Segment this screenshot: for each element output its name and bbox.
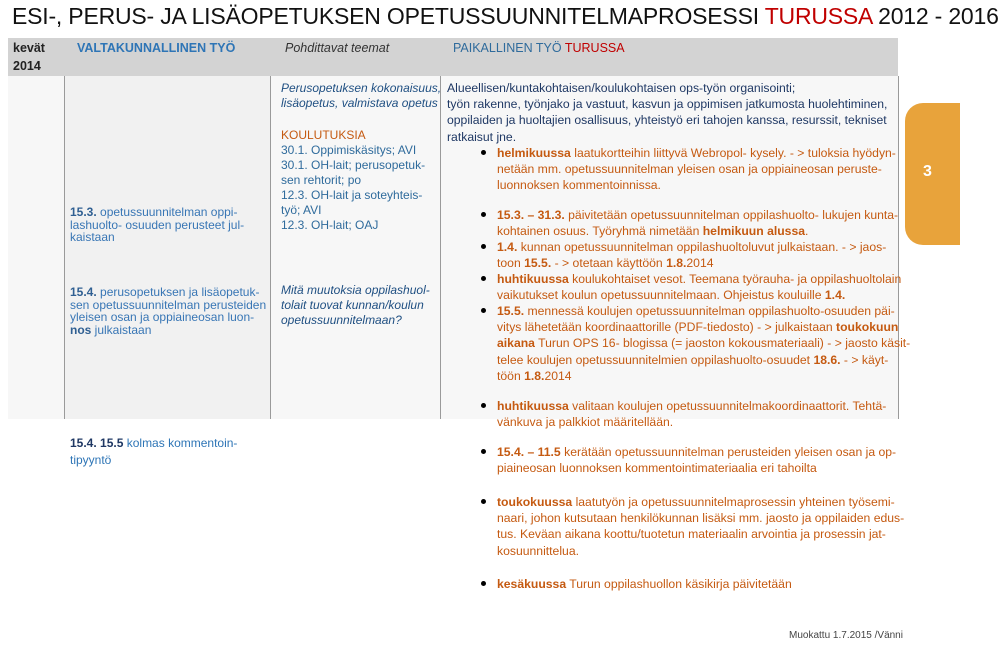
local-item-coordinators: huhtikuussa valitaan koulujen opetussuunnitelmakoordinaattorit. Tehtä- vänkuva ja palkkiot määritellään. xyxy=(497,399,887,430)
local-item-march: 15.3. – 31.3. päivitetään opetussuunnitelman oppilashuolto- lukujen kunta- kohtainen osuus. Työryhmä nimetään helmikuun alussa. xyxy=(497,208,899,239)
local-item-june: kesäkuussa Turun oppilashuollon käsikirja päivitetään xyxy=(497,577,792,591)
bullet-dot xyxy=(481,499,486,504)
bullet-dot xyxy=(481,244,486,249)
national-item-2: 15.4. perusopetuksen ja lisäopetuk- sen opetussuunnitelman perusteiden yleisen osan ja oppiaineosan luon- nos julkaistaan xyxy=(70,285,267,337)
bullet-dot xyxy=(481,212,486,217)
local-intro: Alueellisen/kuntakohtaisen/koulukohtaisen ops-työn organisointi; työn rakenne, työnjako ja vastuut, kasvun ja oppimisen jatkumosta huolehtiminen, oppilaiden ja huoltajien osallisuus, yhteistyö eri tahojen kanssa, resurssit, tekniset ratkaisut jne. xyxy=(447,81,888,144)
header-year: 2014 xyxy=(13,59,41,73)
local-item-may: 15.5. mennessä koulujen opetussuunnitelman oppilashuolto-osuuden päi- vitys lähetetään koordinaattorille (PDF-tiedosto) - > julkaistaan toukokuun aikana Turun OPS 16- blogissa (= jaoston kokousmateriaali) - > jaosto käsit- telee koulujen opetussuunnitelmien oppilashuolto-osuudet 18.6. - > käyt- töön 1.8.2014 xyxy=(497,304,911,383)
bullet-dot xyxy=(481,308,486,313)
local-item-april-2: huhtikuussa koulukohtaiset vesot. Teemana työrauha- ja oppilashuoltolain vaikutukset koulun opetussuunnitelmaan. Ohjeistus kouluille 1.4. xyxy=(497,272,902,303)
divider xyxy=(440,76,441,419)
header-themes: Pohdittavat teemat xyxy=(285,41,390,55)
local-item-seminar: toukokuussa laatutyön ja opetussuunnitelmaprosessin yhteinen työsemi- naari, johon kutsutaan henkilökunnan lisäksi mm. jaosto ja oppilaiden edus- tus. Keväan aikana koottu/tuotetun materiaalin arvointia ja prosessin jat- kosuunnittelua. xyxy=(497,495,905,558)
page-title: ESI-, PERUS- JA LISÄOPETUKSEN OPETUSSUUNNITELMAPROSESSI TURUSSA 2012 - 2016 xyxy=(12,3,999,29)
header-national: VALTAKUNNALLINEN TYÖ xyxy=(77,41,236,55)
divider xyxy=(270,76,271,419)
footer-modified: Muokattu 1.7.2015 /Vänni xyxy=(789,630,903,641)
national-item-3: 15.4. 15.5 kolmas kommentoin- tipyyntö xyxy=(70,436,238,467)
local-item-february: helmikuussa laatukortteihin liittyvä Webropol- kysely. - > tuloksia hyödyn- netään mm. opetussuunnitelman yleisen osan ja oppiaineosan peruste- luonnoksen kommentoinnissa. xyxy=(497,146,896,193)
bullet-dot xyxy=(481,276,486,281)
local-item-april-1: 1.4. kunnan opetussuunnitelman oppilashuoltoluvut julkaistaan. - > jaos- toon 15.5. - > otetaan käyttöön 1.8.2014 xyxy=(497,240,887,271)
bullet-dot xyxy=(481,581,486,586)
themes-trainings: KOULUTUKSIA 30.1. Oppimiskäsitys; AVI 30.1. OH-lait; perusopetuk- sen rehtorit; po 12.3. OH-lait ja soteyhteis- työ; AVI 12.3. OH-lait; OAJ xyxy=(281,128,426,232)
header-local: PAIKALLINEN TYÖ TURUSSA xyxy=(453,41,625,55)
page-number-tab: 3 xyxy=(905,103,960,245)
national-cell xyxy=(64,76,270,419)
themes-question: Mitä muutoksia oppilashuol- tolait tuovat kunnan/koulun opetussuunnitelmaan? xyxy=(281,283,430,327)
local-item-comments: 15.4. – 11.5 kerätään opetussuunnitelman perusteiden yleisen osan ja op- piaineosan luonnoksen kommentointimateriaalia eri tahoilta xyxy=(497,445,897,476)
themes-intro: Perusopetuksen kokonaisuus, lisäopetus, valmistava opetus xyxy=(281,81,442,110)
divider xyxy=(64,76,65,419)
bullet-dot xyxy=(481,150,486,155)
header-season: kevät xyxy=(13,41,45,55)
national-item-1: 15.3. opetussuunnitelman oppi- lashuolto- osuuden perusteet jul- kaistaan xyxy=(70,205,245,244)
bullet-dot xyxy=(481,449,486,454)
bullet-dot xyxy=(481,403,486,408)
